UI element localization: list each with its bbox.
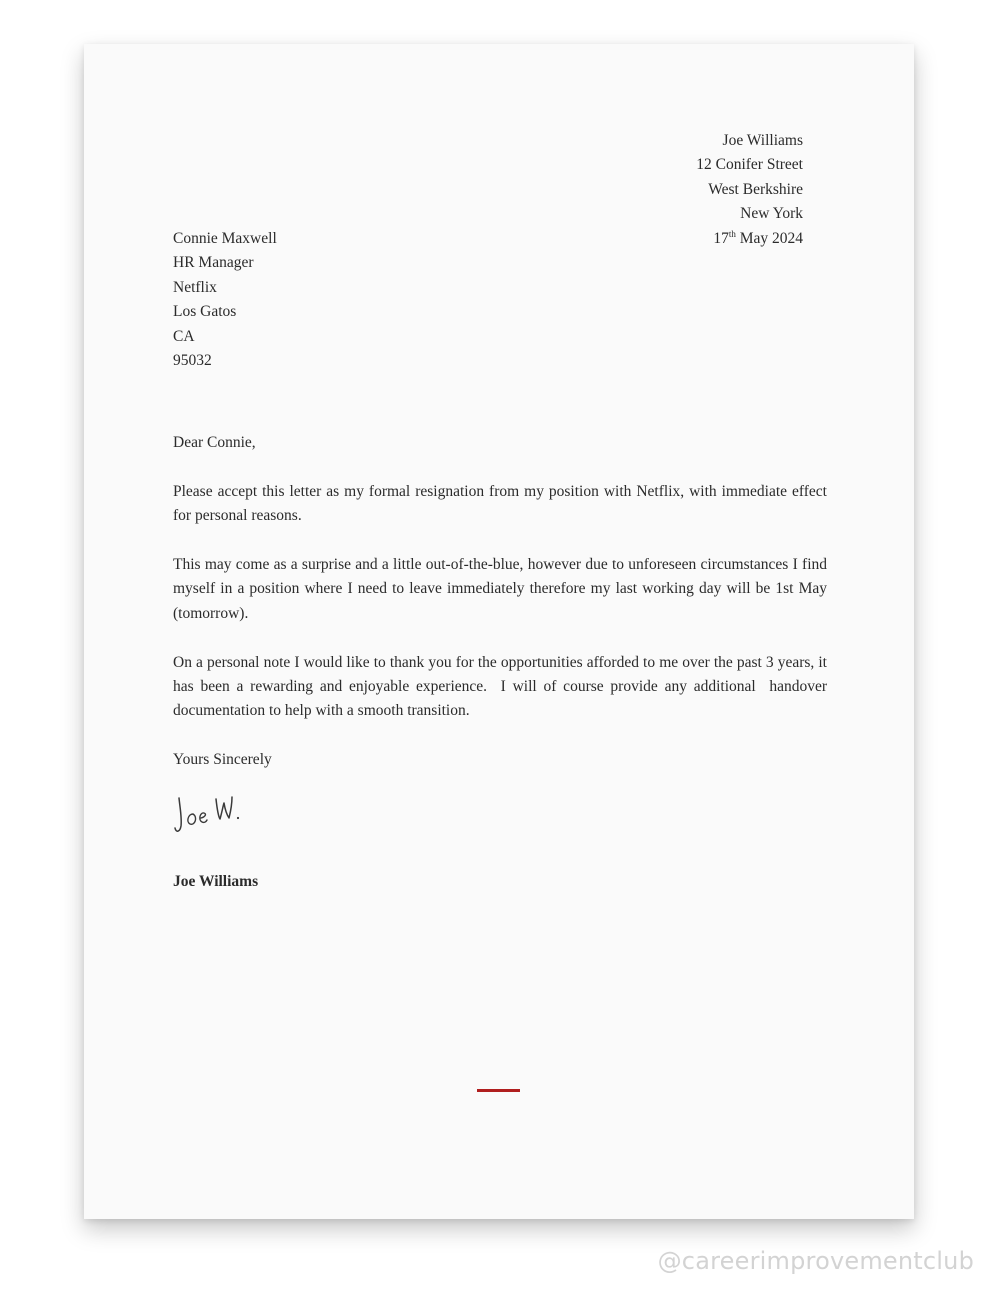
greeting: Dear Connie, (173, 434, 256, 451)
recipient-address-block (173, 227, 277, 373)
date-rest: May 2024 (735, 229, 803, 247)
recipient-title: HR Manager (173, 254, 254, 272)
body-paragraph: This may come as a surprise and a little out-of-the-blue, however due to unforeseen circumstances I find myself in a position where I need to leave immediately therefore my last working day will be 1st May (tomorrow). (173, 556, 827, 622)
body-paragraph: Please accept this letter as my formal resignation from my position with Netflix, with immediate effect for personal reasons. (173, 482, 827, 525)
sender-area: West Berkshire (708, 180, 803, 198)
sender-name: Joe Williams (722, 132, 803, 149)
sender-street: 12 Conifer Street (696, 156, 803, 174)
recipient-name: Connie Maxwell (173, 230, 277, 247)
handwritten-signature (171, 786, 251, 841)
letter-page (84, 44, 914, 1219)
sender-address-block (696, 129, 803, 251)
closing: Yours Sincerely (173, 751, 272, 769)
recipient-state: CA (173, 327, 195, 345)
date-suffix: th (728, 228, 736, 239)
recipient-company: Netflix (173, 278, 217, 296)
recipient-city: Los Gatos (173, 303, 237, 321)
accent-divider (477, 1089, 520, 1092)
signer-name: Joe Williams (173, 873, 259, 890)
sender-city: New York (740, 205, 803, 223)
watermark-handle: @careerimprovementclub (657, 1247, 974, 1275)
recipient-zip: 95032 (173, 352, 212, 370)
body-paragraph: On a personal note I would like to thank you for the opportunities afforded to me over the past 3 years, it has been a rewarding and enjoyable experience. I will of course provide any additional handover documentation to help with a smooth transition. (173, 653, 831, 720)
letter-date (696, 227, 803, 251)
date-day: 17 (713, 229, 729, 247)
letter-body (173, 431, 831, 773)
